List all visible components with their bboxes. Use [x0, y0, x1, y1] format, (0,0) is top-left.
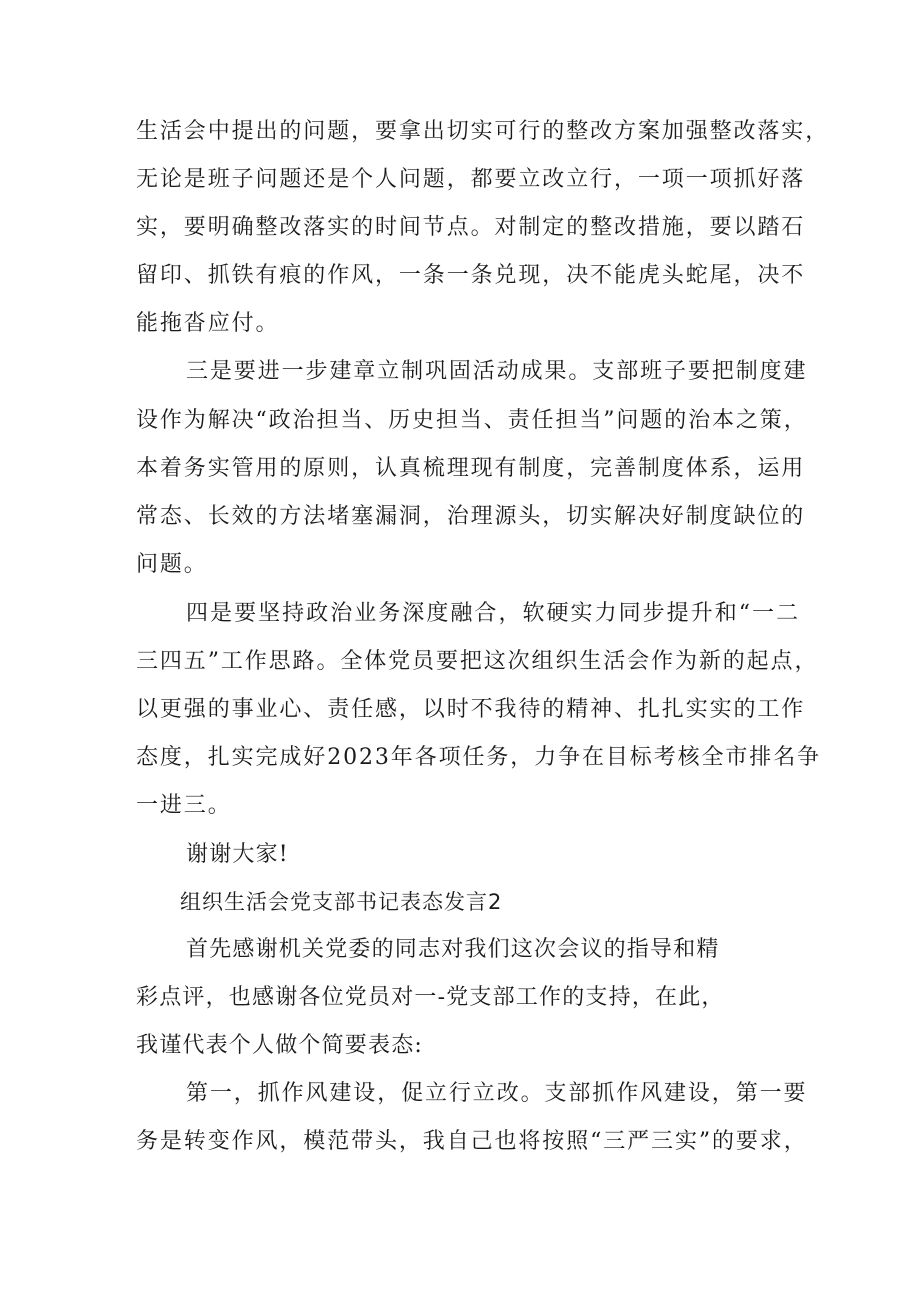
text-line: 留印、抓铁有痕的作风，一条一条兑现，决不能虎头蛇尾，决不 [136, 263, 806, 288]
text-line: 常态、长效的方法堵塞漏洞，治理源头，切实解决好制度缺位的 [136, 504, 806, 529]
text-line: 三是要进一步建章立制巩固活动成果。支部班子要把制度建 [186, 359, 808, 384]
text-line: 能拖沓应付。 [136, 311, 280, 336]
text-line: 三四五”工作思路。全体党员要把这次组织生活会作为新的起点， [136, 649, 819, 674]
text-line: 一进三。 [136, 793, 232, 818]
text-line: 首先感谢机关党委的同志对我们这次会议的指导和精 [186, 937, 720, 962]
text-line: 态度，扎实完成好2023年各项任务，力争在目标考核全市排名争 [136, 745, 821, 770]
text-line: 四是要坚持政治业务深度融合，软硬实力同步提升和“一二 [186, 601, 800, 626]
text-line: 问题。 [136, 552, 208, 577]
text-line: 彩点评，也感谢各位党员对一-党支部工作的支持，在此， [136, 985, 725, 1010]
text-line: 无论是班子问题还是个人问题，都要立改立行，一项一项抓好落 [136, 167, 806, 192]
text-line: 我谨代表个人做个简要表态: [136, 1033, 424, 1058]
text-line: 第一，抓作风建设，促立行立改。支部抓作风建设，第一要 [186, 1081, 808, 1106]
text-line: 以更强的事业心、责任感，以时不我待的精神、扎扎实实的工作 [136, 697, 806, 722]
closing-remark: 谢谢大家! [186, 842, 289, 867]
text-line: 设作为解决“政治担当、历史担当、责任担当”问题的治本之策， [136, 408, 808, 433]
text-line: 务是转变作风，模范带头，我自己也将按照“三严三实”的要求， [136, 1129, 808, 1154]
text-line: 实，要明确整改落实的时间节点。对制定的整改措施，要以踏石 [136, 215, 806, 240]
text-line: 本着务实管用的原则，认真梳理现有制度，完善制度体系，运用 [136, 456, 806, 481]
section-heading: 组织生活会党支部书记表态发言2 [180, 890, 503, 914]
text-line: 生活会中提出的问题，要拿出切实可行的整改方案加强整改落实， [136, 119, 830, 144]
